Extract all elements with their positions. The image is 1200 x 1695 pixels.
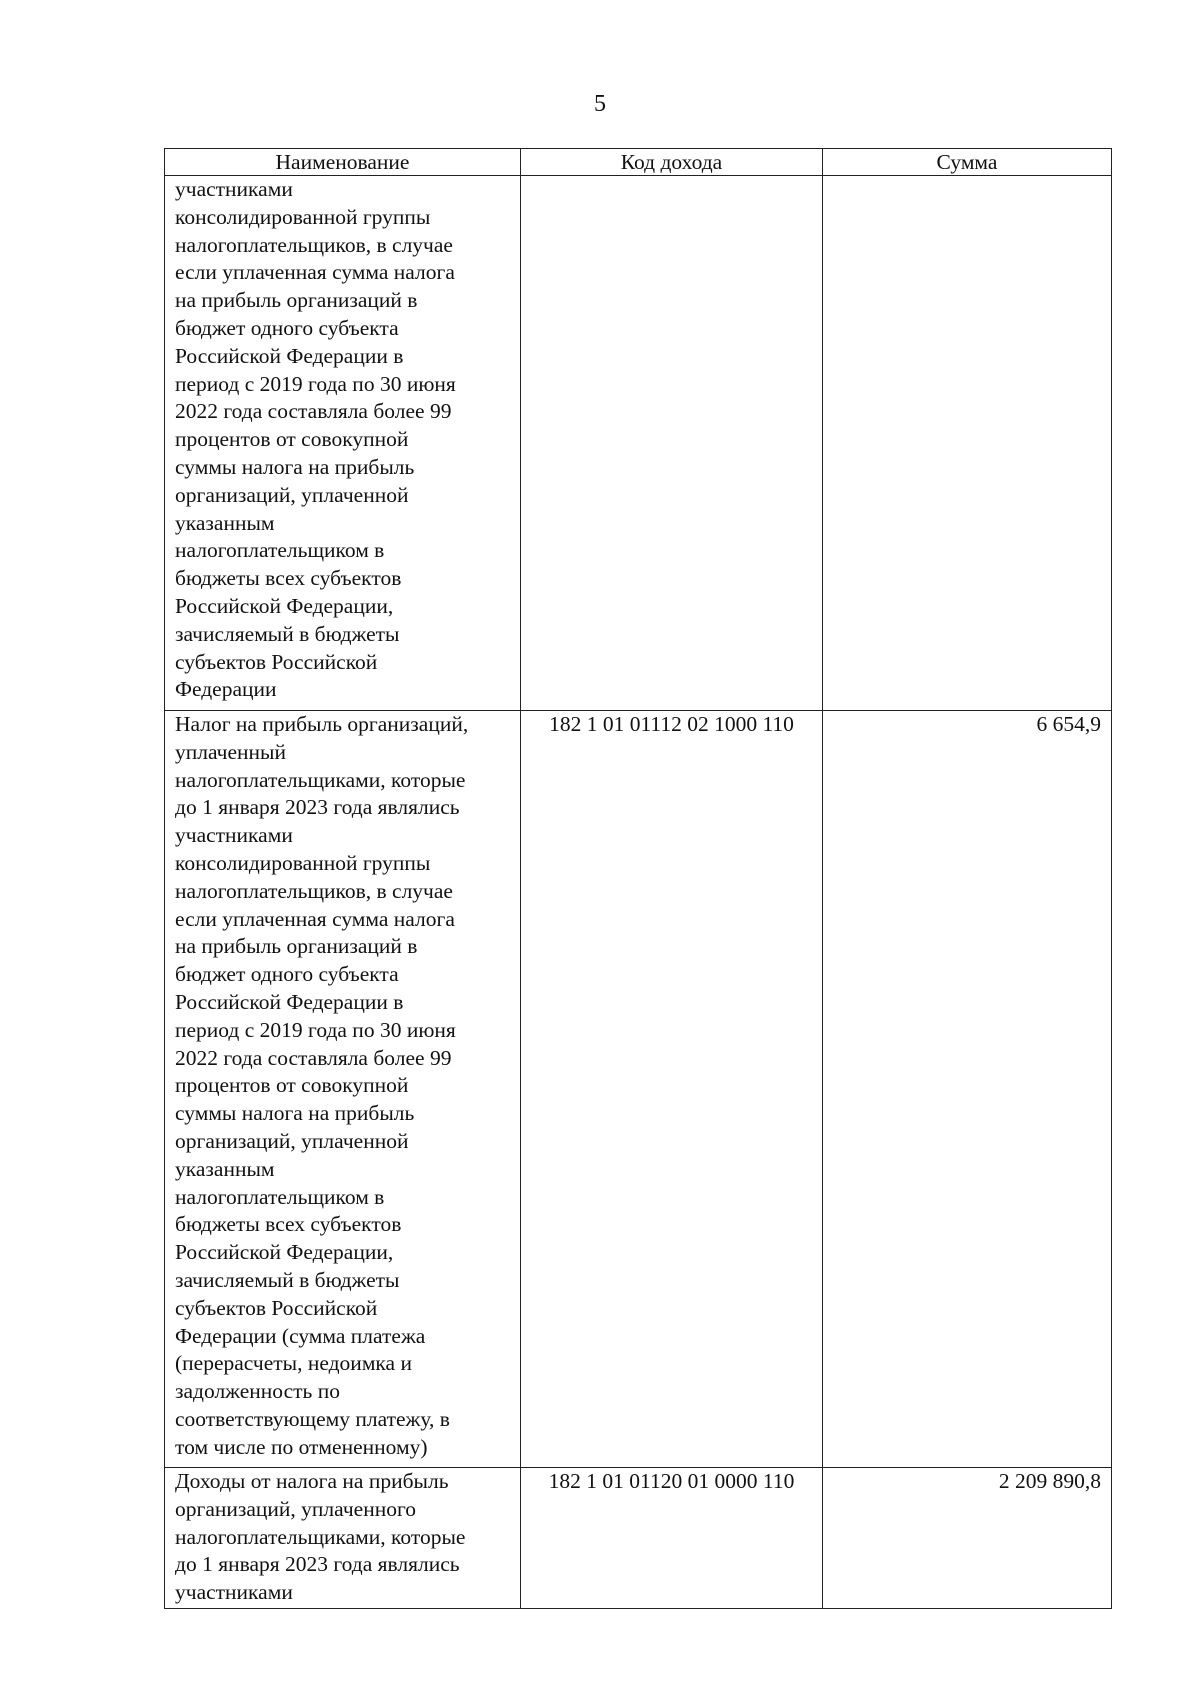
page-number: 5: [594, 91, 606, 117]
cell-sum: 6 654,9: [823, 711, 1112, 1468]
table-row: [165, 711, 1112, 1468]
cell-name: Налог на прибыль организаций, уплаченный налогоплательщиками, которые до 1 января 2023 года являлись участниками консолидированной группы налогоплательщиков, в случае если уплаченная сумма налога на прибыль организаций в бюджет одного субъекта Российской Федерации в период с 2019 года по 30 июня 2022 года составляла более 99 процентов от совокупной суммы налога на прибыль организаций, уплаченной указанным налогоплательщиком в бюджеты всех субъектов Российской Федерации, зачисляемый в бюджеты субъектов Российской Федерации (сумма платежа (перерасчеты, недоимка и задолженность по соответствующему платежу, в том числе по отмененному): [165, 711, 521, 1468]
header-name: Наименование: [165, 149, 521, 176]
revenue-table: [164, 148, 1112, 1609]
header-sum: Сумма: [823, 149, 1112, 176]
table-header-row: [165, 149, 1112, 176]
cell-sum: 2 209 890,8: [823, 1468, 1112, 1609]
cell-sum: [823, 176, 1112, 711]
cell-code: 182 1 01 01120 01 0000 110: [521, 1468, 823, 1609]
table-row: [165, 176, 1112, 711]
cell-name: участниками консолидированной группы налогоплательщиков, в случае если уплаченная сумма налога на прибыль организаций в бюджет одного субъекта Российской Федерации в период с 2019 года по 30 июня 2022 года составляла более 99 процентов от совокупной суммы налога на прибыль организаций, уплаченной указанным налогоплательщиком в бюджеты всех субъектов Российской Федерации, зачисляемый в бюджеты субъектов Российской Федерации: [165, 176, 521, 711]
cell-code: [521, 176, 823, 711]
table-row: [165, 1468, 1112, 1609]
header-code: Код дохода: [521, 149, 823, 176]
cell-name: Доходы от налога на прибыль организаций, уплаченного налогоплательщиками, которые до 1 января 2023 года являлись участниками: [165, 1468, 521, 1609]
cell-code: 182 1 01 01112 02 1000 110: [521, 711, 823, 1468]
